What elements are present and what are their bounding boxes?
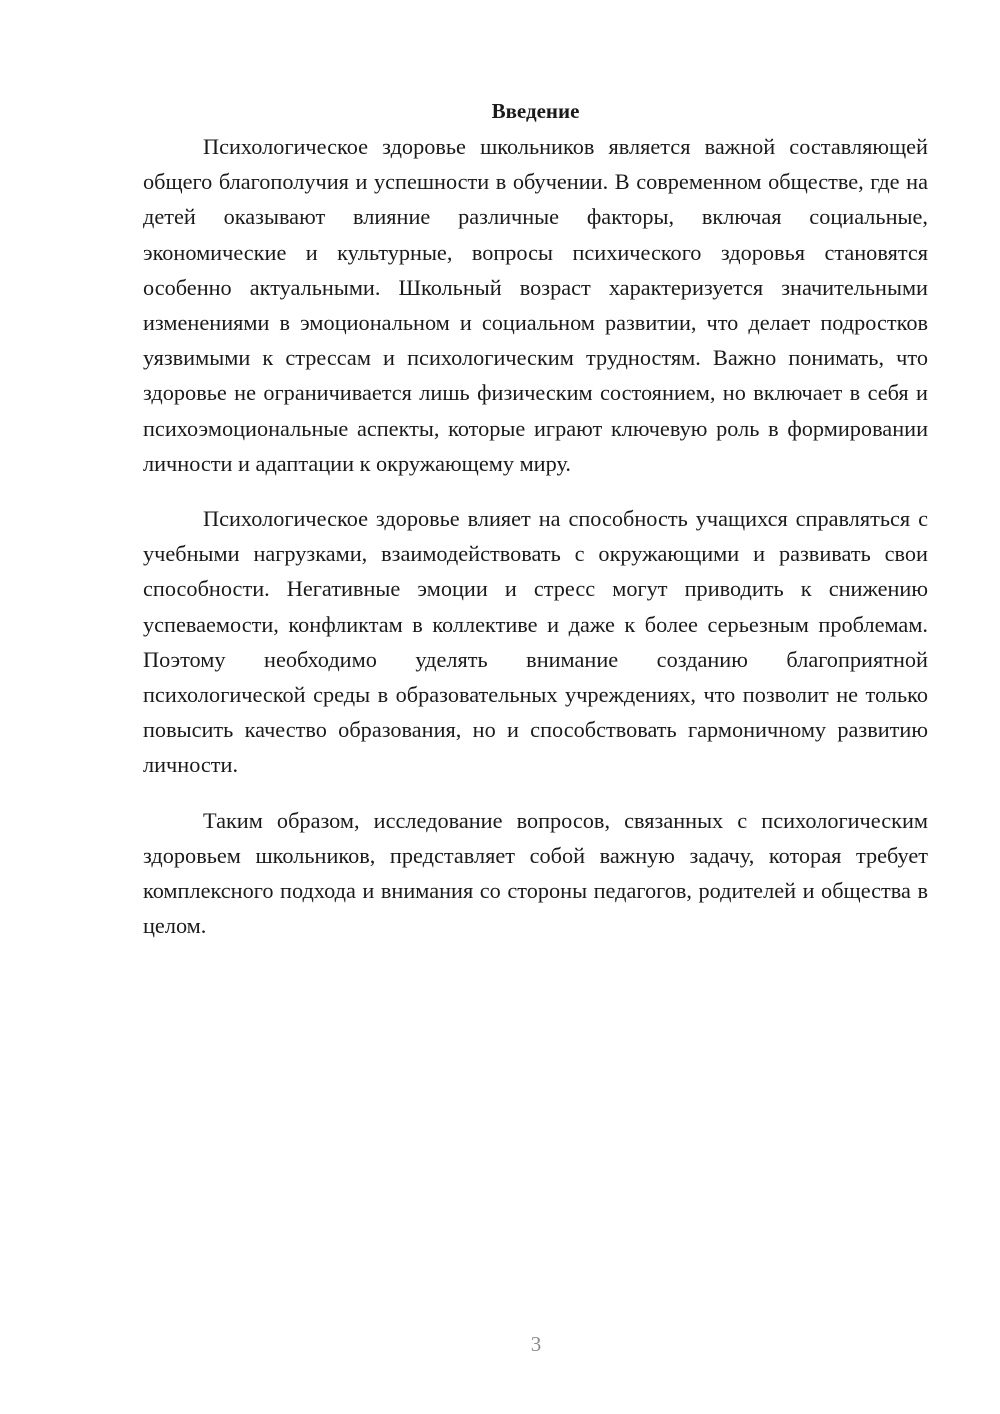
page-number: 3 bbox=[530, 1332, 542, 1356]
page-content bbox=[143, 94, 928, 963]
section-title: Введение bbox=[491, 99, 580, 123]
paragraph-1: Психологическое здоровье школьников является важной составляющей общего благополучия и успешности в обучении. В современном обществе, где на детей оказывают влияние различные факторы, включая социальные, экономические и культурные, вопросы психического здоровья становятся особенно актуальными. Школьный возраст характеризуется значительными изменениями в эмоциональном и социальном развитии, что делает подростков уязвимыми к стрессам и психологическим трудностям. Важно понимать, что здоровье не ограничивается лишь физическим состоянием, но включает в себя и психоэмоциональные аспекты, которые играют ключевую роль в формировании личности и адаптации к окружающему миру. bbox=[143, 134, 928, 476]
paragraph-2: Психологическое здоровье влияет на способность учащихся справляться с учебными нагрузками, взаимодействовать с окружающими и развивать свои способности. Негативные эмоции и стресс могут приводить к снижению успеваемости, конфликтам в коллективе и даже к более серьезным проблемам. Поэтому необходимо уделять внимание созданию благоприятной психологической среды в образовательных учреждениях, что позволит не только повысить качество образования, но и способствовать гармоничному развитию личности. bbox=[143, 506, 928, 778]
paragraph-3: Таким образом, исследование вопросов, связанных с психологическим здоровьем школьников, представляет собой важную задачу, которая требует комплексного подхода и внимания со стороны педагогов, родителей и общества в целом. bbox=[143, 807, 928, 939]
